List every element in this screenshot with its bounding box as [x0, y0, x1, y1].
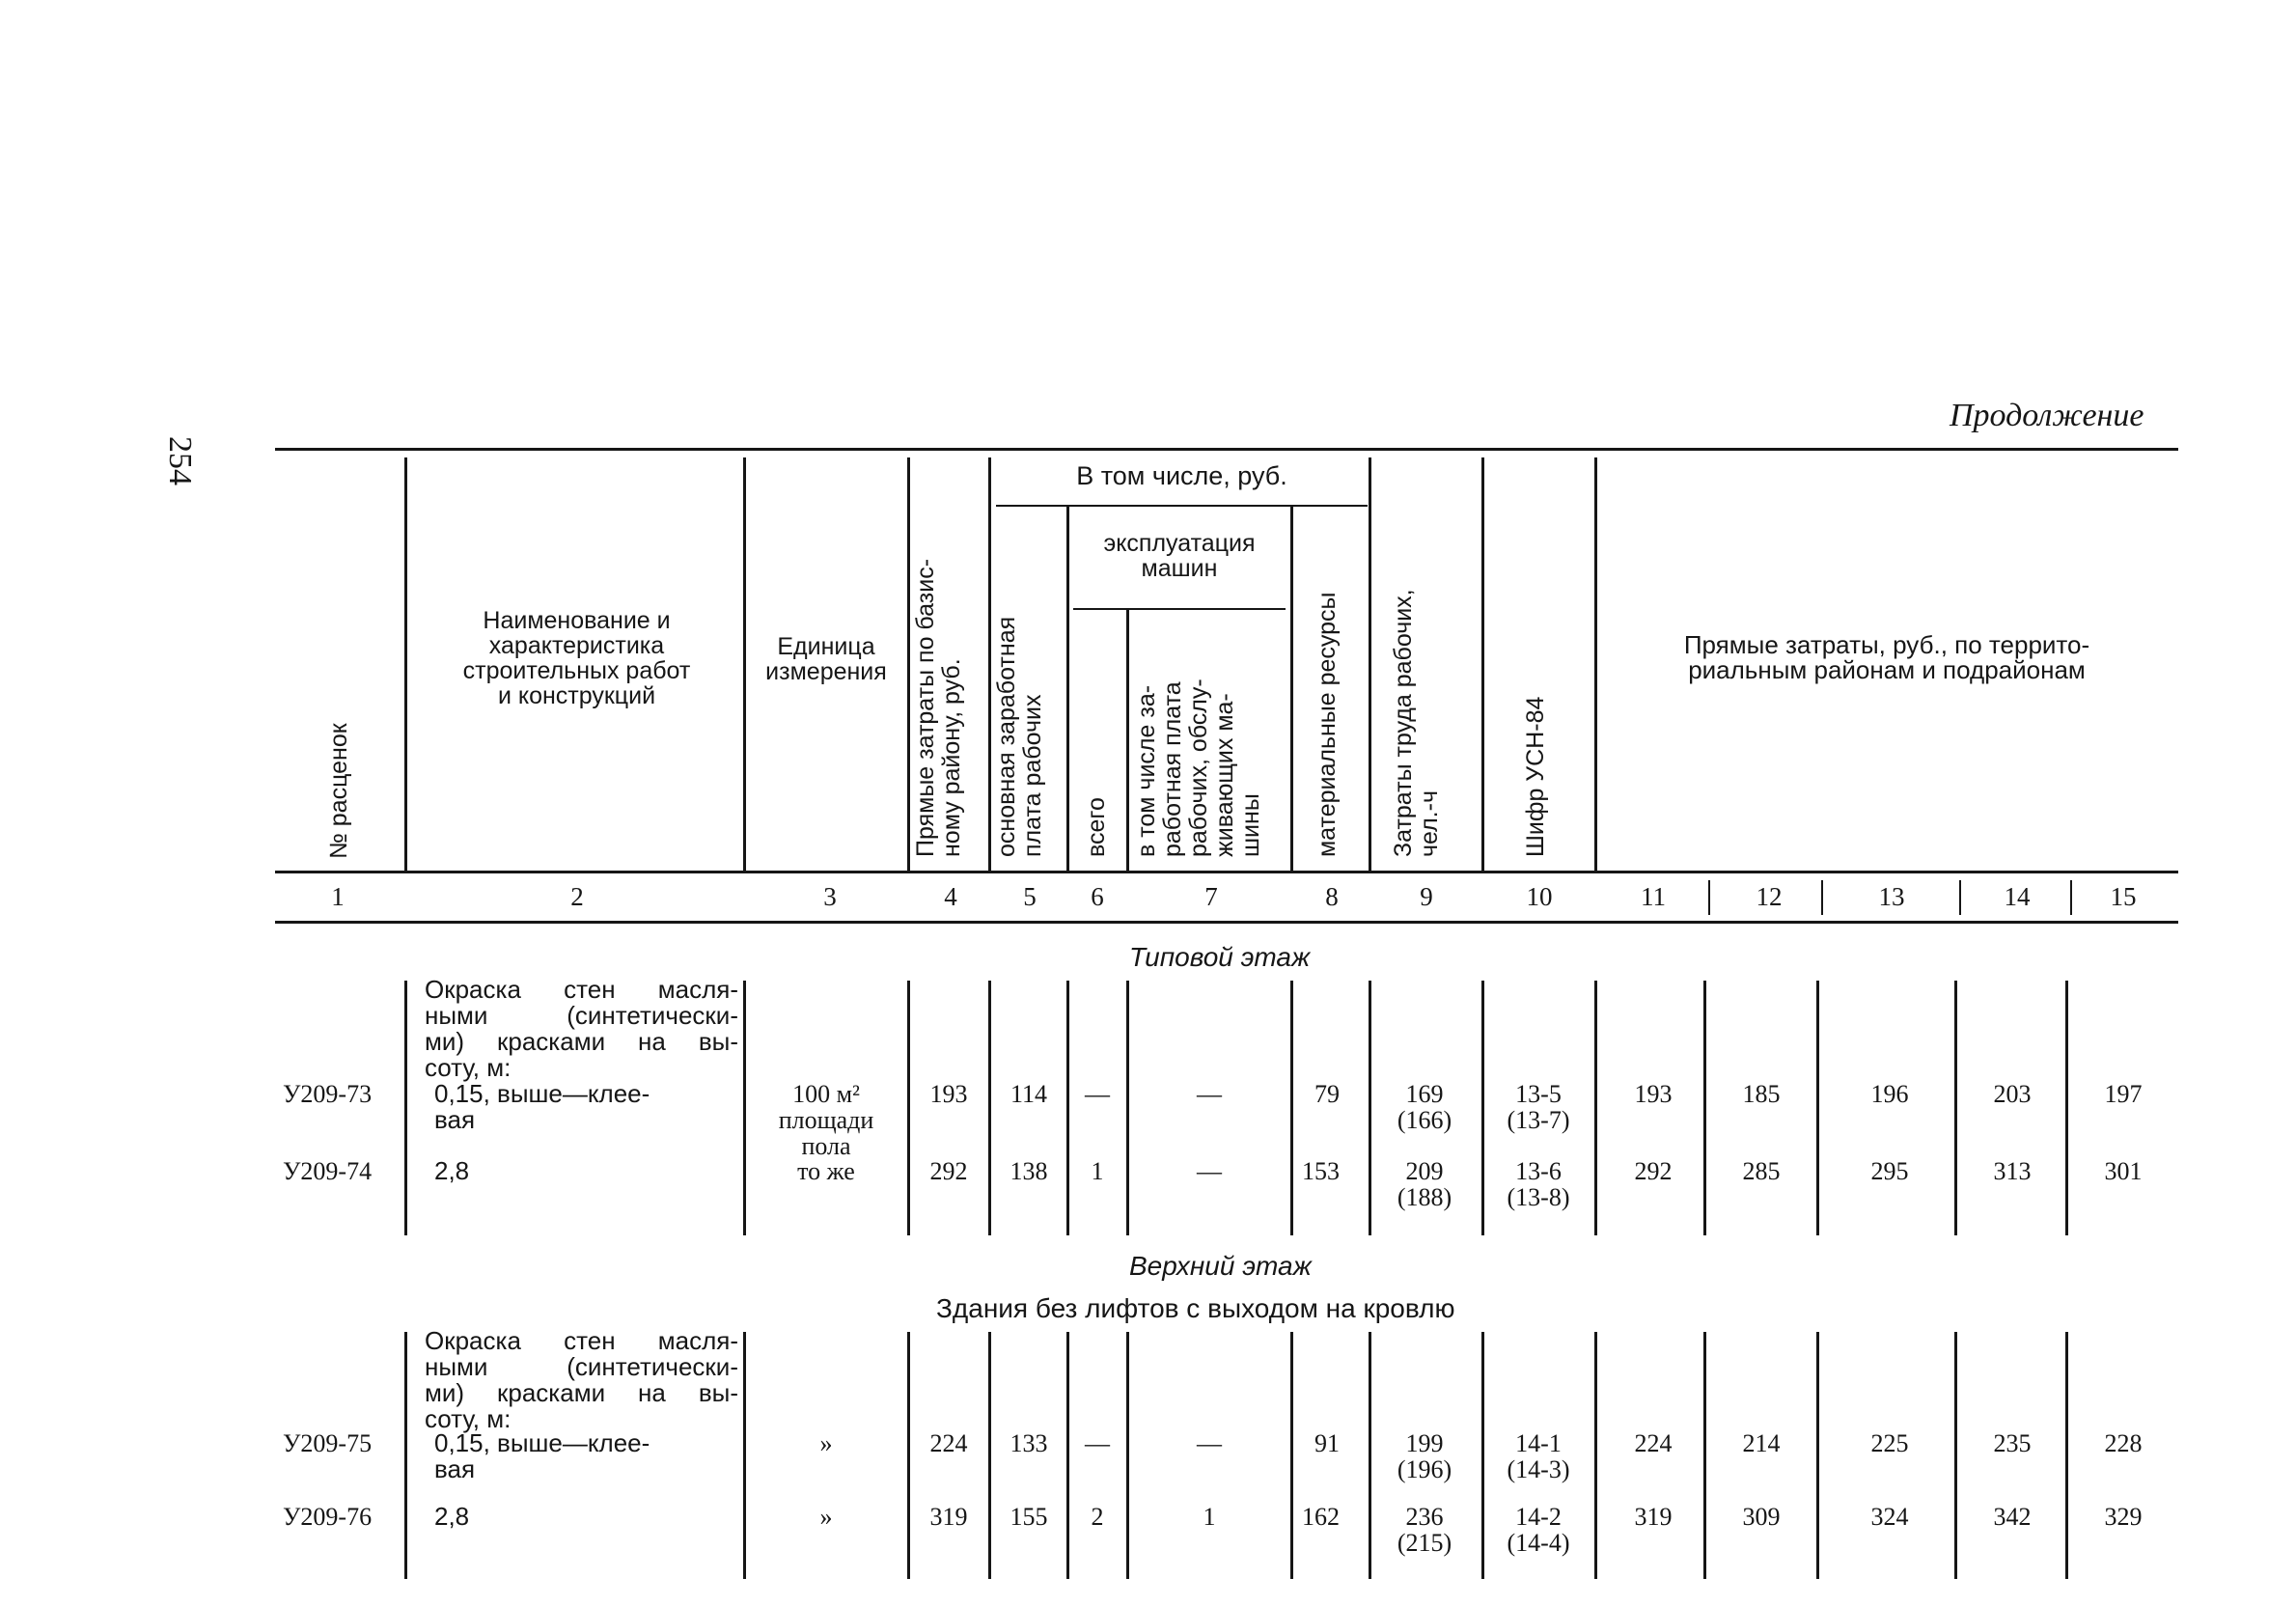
region-cost: 292 [1634, 1157, 1673, 1185]
column-divider [404, 1332, 407, 1579]
materials: 162 [1302, 1503, 1340, 1531]
column-divider [1816, 1332, 1819, 1579]
usn-code-line: (14-3) [1507, 1455, 1570, 1483]
column-divider [743, 981, 746, 1235]
unit-line: 100 м² [792, 1080, 860, 1108]
description-line: Окраска стен масля- [425, 1326, 738, 1355]
usn-code-line: (13-8) [1507, 1183, 1570, 1211]
colnum-divider [2070, 880, 2072, 915]
region-cost: 324 [1870, 1503, 1909, 1531]
work-height-line: 0,15, выше—клее- [434, 1428, 650, 1457]
column-divider [1703, 1332, 1706, 1579]
usn-code-line: 14-2 [1515, 1503, 1562, 1531]
header-divider [907, 457, 910, 872]
region-cost: 196 [1870, 1080, 1909, 1108]
header-regions: Прямые затраты, руб., по террито- риальным районам и подрайонам [1683, 630, 2090, 684]
continued-label: Продолжение [1950, 398, 2144, 433]
column-number: 14 [2004, 882, 2031, 911]
header-name: Наименование и характеристика строительных работ и конструкций [462, 607, 691, 709]
usn-code-line: (13-7) [1507, 1106, 1570, 1134]
materials: 91 [1314, 1429, 1340, 1457]
description-line: ными (синтетически- [425, 1352, 738, 1381]
column-number: 7 [1204, 882, 1218, 911]
description-line: Окраска стен масля- [425, 975, 738, 1004]
column-divider [907, 981, 910, 1235]
region-cost: 235 [1993, 1429, 2032, 1457]
incl-group-rule [996, 505, 1368, 507]
column-divider [1126, 981, 1129, 1235]
table-top-rule [275, 448, 2178, 451]
column-divider [2065, 1332, 2068, 1579]
column-divider [404, 981, 407, 1235]
unit [748, 1504, 904, 1530]
header-bottom-rule [275, 871, 2178, 873]
rate-code: У209-75 [283, 1429, 373, 1457]
column-divider [743, 1332, 746, 1579]
header-divider [988, 457, 991, 872]
usn-code [1484, 1081, 1592, 1133]
wages: 138 [1010, 1157, 1048, 1185]
usn-code [1484, 1430, 1592, 1482]
unit-line: то же [797, 1157, 855, 1185]
header-labor: Затраты труда рабочих, чел.-ч [1390, 589, 1443, 857]
header-machines-wages: в том числе за- работная плата рабочих, обслу- живающих ма- шины [1133, 678, 1264, 857]
labor-cost [1371, 1158, 1478, 1210]
header-divider [404, 457, 407, 872]
labor-cost-line: 236 [1405, 1503, 1444, 1531]
description-line: соту, м: [425, 1404, 512, 1433]
wages: 155 [1010, 1503, 1048, 1531]
header-base-cost: Прямые затраты по базис- ному району, руб. [912, 558, 965, 857]
column-number: 3 [823, 882, 837, 911]
unit-line: » [819, 1429, 833, 1457]
header-machines-group: эксплуатация машин [1103, 530, 1256, 582]
base-cost: 319 [929, 1503, 968, 1531]
base-cost: 193 [929, 1080, 968, 1108]
work-height [434, 1504, 733, 1530]
work-height [434, 1430, 733, 1482]
column-divider [1594, 1332, 1597, 1579]
labor-cost-line: 199 [1405, 1429, 1444, 1457]
section-title: Типовой этаж [1129, 942, 1311, 972]
description-line: ными (синтетически- [425, 1001, 738, 1030]
column-divider [1954, 1332, 1957, 1579]
column-number: 13 [1878, 882, 1905, 911]
header-divider [1066, 505, 1069, 872]
labor-cost-line: (215) [1397, 1529, 1452, 1557]
column-divider [1066, 981, 1069, 1235]
labor-cost-line: (188) [1397, 1183, 1452, 1211]
region-cost: 342 [1993, 1503, 2032, 1531]
wages: 114 [1010, 1080, 1048, 1108]
column-number: 2 [570, 882, 584, 911]
rate-code: У209-73 [283, 1080, 373, 1108]
column-divider [907, 1332, 910, 1579]
labor-cost [1371, 1430, 1478, 1482]
region-cost: 214 [1742, 1429, 1781, 1457]
region-cost: 329 [2104, 1503, 2143, 1531]
region-cost: 197 [2104, 1080, 2143, 1108]
column-divider [1954, 981, 1957, 1235]
column-divider [1816, 981, 1819, 1235]
machines-total: 2 [1091, 1503, 1104, 1531]
header-divider [1594, 457, 1597, 872]
work-description [425, 1328, 738, 1432]
labor-cost-line: 209 [1405, 1157, 1444, 1185]
column-number: 4 [944, 882, 957, 911]
header-divider [1126, 610, 1129, 872]
header-unit: Единица измерения [765, 633, 887, 685]
base-cost: 292 [929, 1157, 968, 1185]
header-wages: основная заработная плата рабочих [993, 616, 1046, 857]
column-divider [988, 981, 991, 1235]
unit-line: площади [778, 1106, 874, 1134]
column-number: 6 [1091, 882, 1104, 911]
unit-line: » [819, 1503, 833, 1531]
region-cost: 301 [2104, 1157, 2143, 1185]
column-divider [1594, 981, 1597, 1235]
description-line: ми) красками на вы- [425, 1378, 738, 1407]
colnum-divider [1959, 880, 1961, 915]
column-number: 11 [1641, 882, 1666, 911]
column-divider [1703, 981, 1706, 1235]
column-number: 9 [1420, 882, 1433, 911]
machines-wages: — [1197, 1157, 1222, 1185]
header-code: № расценок [325, 723, 352, 859]
column-divider [988, 1332, 991, 1579]
work-description [425, 977, 738, 1081]
region-cost: 309 [1742, 1503, 1781, 1531]
labor-cost [1371, 1081, 1478, 1133]
usn-code-line: (14-4) [1507, 1529, 1570, 1557]
column-number: 15 [2110, 882, 2137, 911]
section-subtitle: Здания без лифтов с выходом на кровлю [936, 1293, 1455, 1323]
region-cost: 193 [1634, 1080, 1673, 1108]
region-cost: 228 [2104, 1429, 2143, 1457]
usn-code [1484, 1158, 1592, 1210]
machines-total: — [1085, 1429, 1110, 1457]
column-divider [2065, 981, 2068, 1235]
header-divider [743, 457, 746, 872]
work-height-line: вая [434, 1105, 476, 1134]
region-cost: 295 [1870, 1157, 1909, 1185]
description-line: ми) красками на вы- [425, 1027, 738, 1056]
region-cost: 225 [1870, 1429, 1909, 1457]
labor-cost [1371, 1504, 1478, 1556]
machines-group-rule [1073, 608, 1286, 610]
region-cost: 319 [1634, 1503, 1673, 1531]
work-height-line: 0,15, выше—клее- [434, 1079, 650, 1108]
description-line: соту, м: [425, 1053, 512, 1082]
header-machines-total: всего [1083, 797, 1110, 857]
labor-cost-line: (196) [1397, 1455, 1452, 1483]
labor-cost-line: (166) [1397, 1106, 1452, 1134]
header-materials: материальные ресурсы [1314, 592, 1341, 857]
column-number: 10 [1526, 882, 1553, 911]
column-number: 8 [1325, 882, 1339, 911]
region-cost: 203 [1993, 1080, 2032, 1108]
work-height [434, 1158, 733, 1184]
work-height-line: 2,8 [434, 1502, 470, 1531]
labor-cost-line: 169 [1405, 1080, 1444, 1108]
machines-total: 1 [1091, 1157, 1104, 1185]
header-incl-group: В том числе, руб. [1076, 461, 1287, 490]
rate-code: У209-76 [283, 1503, 373, 1531]
header-divider [1290, 505, 1293, 872]
work-height [434, 1081, 733, 1133]
page-number: 254 [162, 436, 198, 485]
work-height-line: вая [434, 1454, 476, 1483]
work-height-line: 2,8 [434, 1156, 470, 1185]
column-number: 5 [1023, 882, 1037, 911]
region-cost: 285 [1742, 1157, 1781, 1185]
usn-code-line: 13-5 [1515, 1080, 1562, 1108]
unit [748, 1158, 904, 1184]
materials: 79 [1314, 1080, 1340, 1108]
colnum-divider [1708, 880, 1710, 915]
unit [748, 1081, 904, 1159]
machines-wages: 1 [1203, 1503, 1216, 1531]
column-number: 1 [331, 882, 345, 911]
colnum-divider [1821, 880, 1823, 915]
usn-code-line: 14-1 [1515, 1429, 1562, 1457]
colnum-bottom-rule [275, 921, 2178, 924]
unit [748, 1430, 904, 1456]
region-cost: 185 [1742, 1080, 1781, 1108]
machines-total: — [1085, 1080, 1110, 1108]
column-divider [1290, 981, 1293, 1235]
usn-code-line: 13-6 [1515, 1157, 1562, 1185]
wages: 133 [1010, 1429, 1048, 1457]
machines-wages: — [1197, 1429, 1222, 1457]
region-cost: 313 [1993, 1157, 2032, 1185]
header-divider [1481, 457, 1484, 872]
header-divider [1369, 457, 1371, 872]
section-title: Верхний этаж [1129, 1251, 1312, 1281]
unit-line: пола [801, 1132, 851, 1160]
base-cost: 224 [929, 1429, 968, 1457]
machines-wages: — [1197, 1080, 1222, 1108]
usn-code [1484, 1504, 1592, 1556]
header-usn-code: Шифр УСН-84 [1522, 696, 1549, 857]
rate-code: У209-74 [283, 1157, 373, 1185]
materials: 153 [1302, 1157, 1340, 1185]
column-number: 12 [1756, 882, 1783, 911]
region-cost: 224 [1634, 1429, 1673, 1457]
